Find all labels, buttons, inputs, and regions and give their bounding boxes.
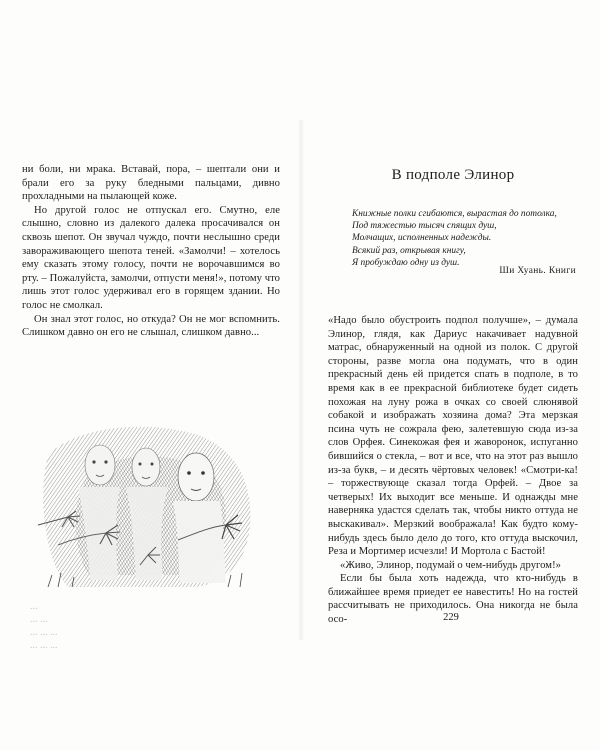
faint-line: ... ... ... (30, 627, 58, 638)
epigraph-line: Под тяжестью тысяч спящих душ, (352, 221, 497, 232)
faint-line: ... ... ... (30, 640, 58, 651)
epigraph-line: Книжные полки сгибаются, вырастая до потолка, (352, 209, 557, 219)
right-page (302, 0, 600, 750)
epigraph-line: Всякий раз, открывая книгу, (352, 245, 466, 256)
paragraph: Но другой голос не отпускал его. Смутно, еле слышно, словно из далекого далека просачивался он сквозь шепот. Он звучал чуждо, почти неслышно среди завораживающего шепота теней. «Замолчи! – хотелось ему сказать этому голосу, почти не ворочавшимся во рту. – Пожалуйста, замолчи, отпусти меня!», потому что лишь этот голос удерживал его в горящем здании. Но голос не смолкал. (22, 204, 280, 311)
left-page (0, 0, 298, 750)
paragraph: ни боли, ни мрака. Вставай, пора, – шептали они и брали его за руку бледными пальцами, дивно прохладными на пылающей коже. (22, 164, 280, 203)
paragraph: «Надо было обустроить подпол получше», – думала Элинор, глядя, как Дариус накачивает надувной матрас, обнаруженный на одной из полок. С другой стороны, разве могла она подумать, что в один прекрасный день ей придется спать в подполе, в то время как в ее прекрасной библиотеке будет сидеть похожая на луну рожа в очках со своей слюнявой собакой и изображать хозяина дома? Эта мерзкая псина чуть не сожрала фею, залетевшую сюда из-за слов Орфея. Синекожая фея и жаворонок, испуганно бившийся о стекла, – вот и все, что на этот раз вышло из-за букв, – и десять чёртовых человек! «Смотри-ка! – торжествующе сказал тогда Орфей. – Двое за четверых! Их выходит все меньше. И однажды мне наверняка удастся сделать так, чтобы никто оттуда не выскакивал». Мерзкий воображала! Как будто кому-нибудь здесь было дело до того, кто оттуда выскочил, Реза и Мортимер исчезли! И Мортола с Бастой! (328, 315, 578, 558)
bleed-through-text (30, 600, 260, 652)
right-page-text (328, 314, 578, 627)
paragraph: «Живо, Элинор, подумай о чем-нибудь другом!» (340, 559, 561, 571)
epigraph-line: Молчащих, исполненных надежды. (352, 233, 492, 244)
paragraph: Он знал этот голос, но откуда? Он не мог вспомнить. Слишком давно он его не слышал, слишком давно... (22, 313, 280, 339)
left-page-text (22, 163, 280, 340)
epigraph-attribution: Ши Хуань. Книги (499, 266, 576, 276)
faint-line: ... (30, 601, 38, 612)
epigraph-line: Я пробуждаю одну из душ. (352, 257, 460, 268)
faint-line: ... ... (30, 614, 48, 625)
page-number: 229 (443, 612, 459, 623)
epigraph (352, 208, 557, 269)
chapter-title: В подполе Элинор (391, 167, 515, 183)
paragraph: Если бы была хоть надежда, что кто-нибудь в ближайшее время приедет ее навестить! Но на гостей рассчитывать не приходилось. Она никогда не была осо- (328, 573, 578, 626)
illustration-ghostly-faces (28, 415, 260, 595)
